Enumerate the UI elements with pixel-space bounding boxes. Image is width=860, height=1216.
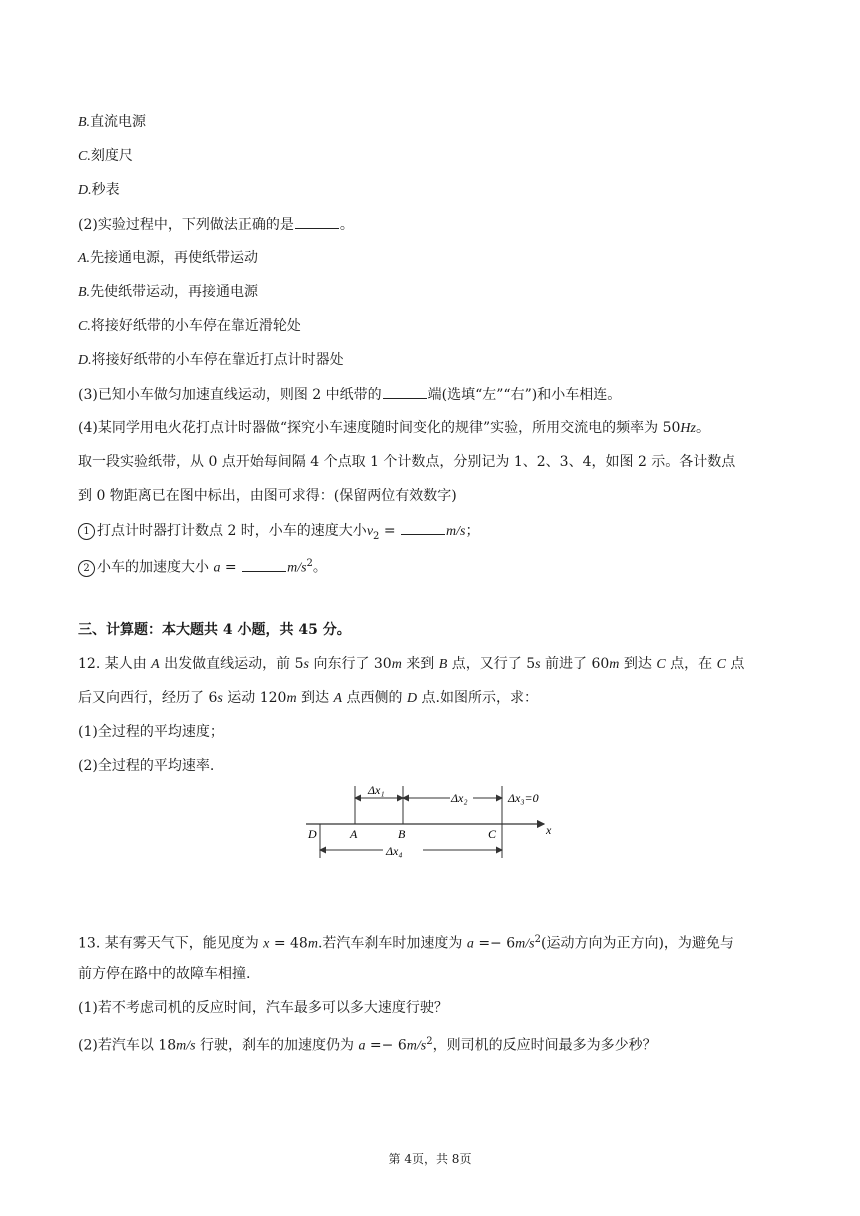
q13-line1: 13. 某有雾天气下，能见度为 x = 48m.若汽车刹车时加速度为 $a =- 6m/s^2$(运动方向为正方向)，为避免与 xyxy=(78,934,734,952)
q12-part2: (2)全过程的平均速率. xyxy=(78,758,215,774)
q12-part1: (1)全过程的平均速度； xyxy=(78,724,224,740)
q13-part1: (1)若不考虑司机的反应时间，汽车最多可以多大速度行驶？ xyxy=(78,1000,448,1016)
displacement-diagram xyxy=(298,776,560,866)
answer-blank xyxy=(242,557,286,572)
q11-part3: (3)已知小车做匀加速直线运动，则图 2 中纸带的 端(选填“左”“右”)和小车相连。 xyxy=(78,384,621,405)
q12-line1: 12. 某人由 A 出发做直线运动，前 5s 向东行了 30m 来到 B 点，又行了 5s 前进了 60m 到达 C 点，在 C 点 xyxy=(78,656,745,672)
q11-part4-line2: 取一段实验纸带，从 0 点开始每间隔 4 个点取 1 个计数点，分别记为 1、2、3、4，如图 2 示。各计数点 xyxy=(78,454,736,470)
label-dx3: Δx₃=0 xyxy=(508,791,539,805)
point-d: D xyxy=(308,827,317,841)
answer-blank xyxy=(295,214,339,229)
section-heading: 三、计算题：本大题共 4 小题，共 45 分。 xyxy=(78,622,351,638)
q11-part2-stem: (2)实验过程中，下列做法正确的是 。 xyxy=(78,214,354,235)
label-dx2: Δx₂ xyxy=(451,791,468,805)
q11-option-b: B.直流电源 xyxy=(78,114,147,130)
answer-blank xyxy=(401,520,445,535)
q11-part2-option-a: A.先接通电源，再使纸带运动 xyxy=(78,250,259,266)
q11-part2-option-c: C.将接好纸带的小车停在靠近滑轮处 xyxy=(78,318,301,334)
point-c: C xyxy=(488,827,497,841)
point-b: B xyxy=(398,827,406,841)
answer-blank xyxy=(383,384,427,399)
q13-part2: (2)若汽车以 18m/s 行驶，刹车的加速度仍为 $a =- 6m/s^2$，则司机的反应时间最多为多少秒？ xyxy=(78,1036,657,1054)
q11-part4-sub1: 1 打点计时器打计数点 2 时，小车的速度大小$v_2 = m/s$； xyxy=(78,520,480,547)
page-footer: 第 4页，共 8页 xyxy=(388,1152,472,1166)
q11-part4-sub2: 2 小车的加速度大小 $a = m/s^2$。 xyxy=(78,554,327,579)
axis-label-x: x xyxy=(546,823,552,837)
q11-part2-option-b: B.先使纸带运动，再接通电源 xyxy=(78,284,259,300)
circled-number: 2 xyxy=(78,560,95,577)
label-dx4: Δx₄ xyxy=(386,844,403,858)
circled-number: 1 xyxy=(78,523,95,540)
q11-part4-line3: 到 0 物距离已在图中标出，由图可求得：(保留两位有效数字) xyxy=(78,488,457,504)
q11-option-c: C.刻度尺 xyxy=(78,148,133,164)
q11-part2-option-d: D.将接好纸带的小车停在靠近打点计时器处 xyxy=(78,352,344,368)
q11-option-d: D.秒表 xyxy=(78,182,120,198)
label-dx1: Δx₁ xyxy=(368,783,385,797)
q11-part4-line1: (4)某同学用电火花打点计时器做“探究小车速度随时间变化的规律”实验，所用交流电的频率为 50Hz。 xyxy=(78,420,710,436)
q12-line2: 后又向西行，经历了 6s 运动 120m 到达 A 点西侧的 D 点.如图所示，求： xyxy=(78,690,538,706)
q13-line2: 前方停在路中的故障车相撞. xyxy=(78,966,251,982)
point-a: A xyxy=(350,827,358,841)
